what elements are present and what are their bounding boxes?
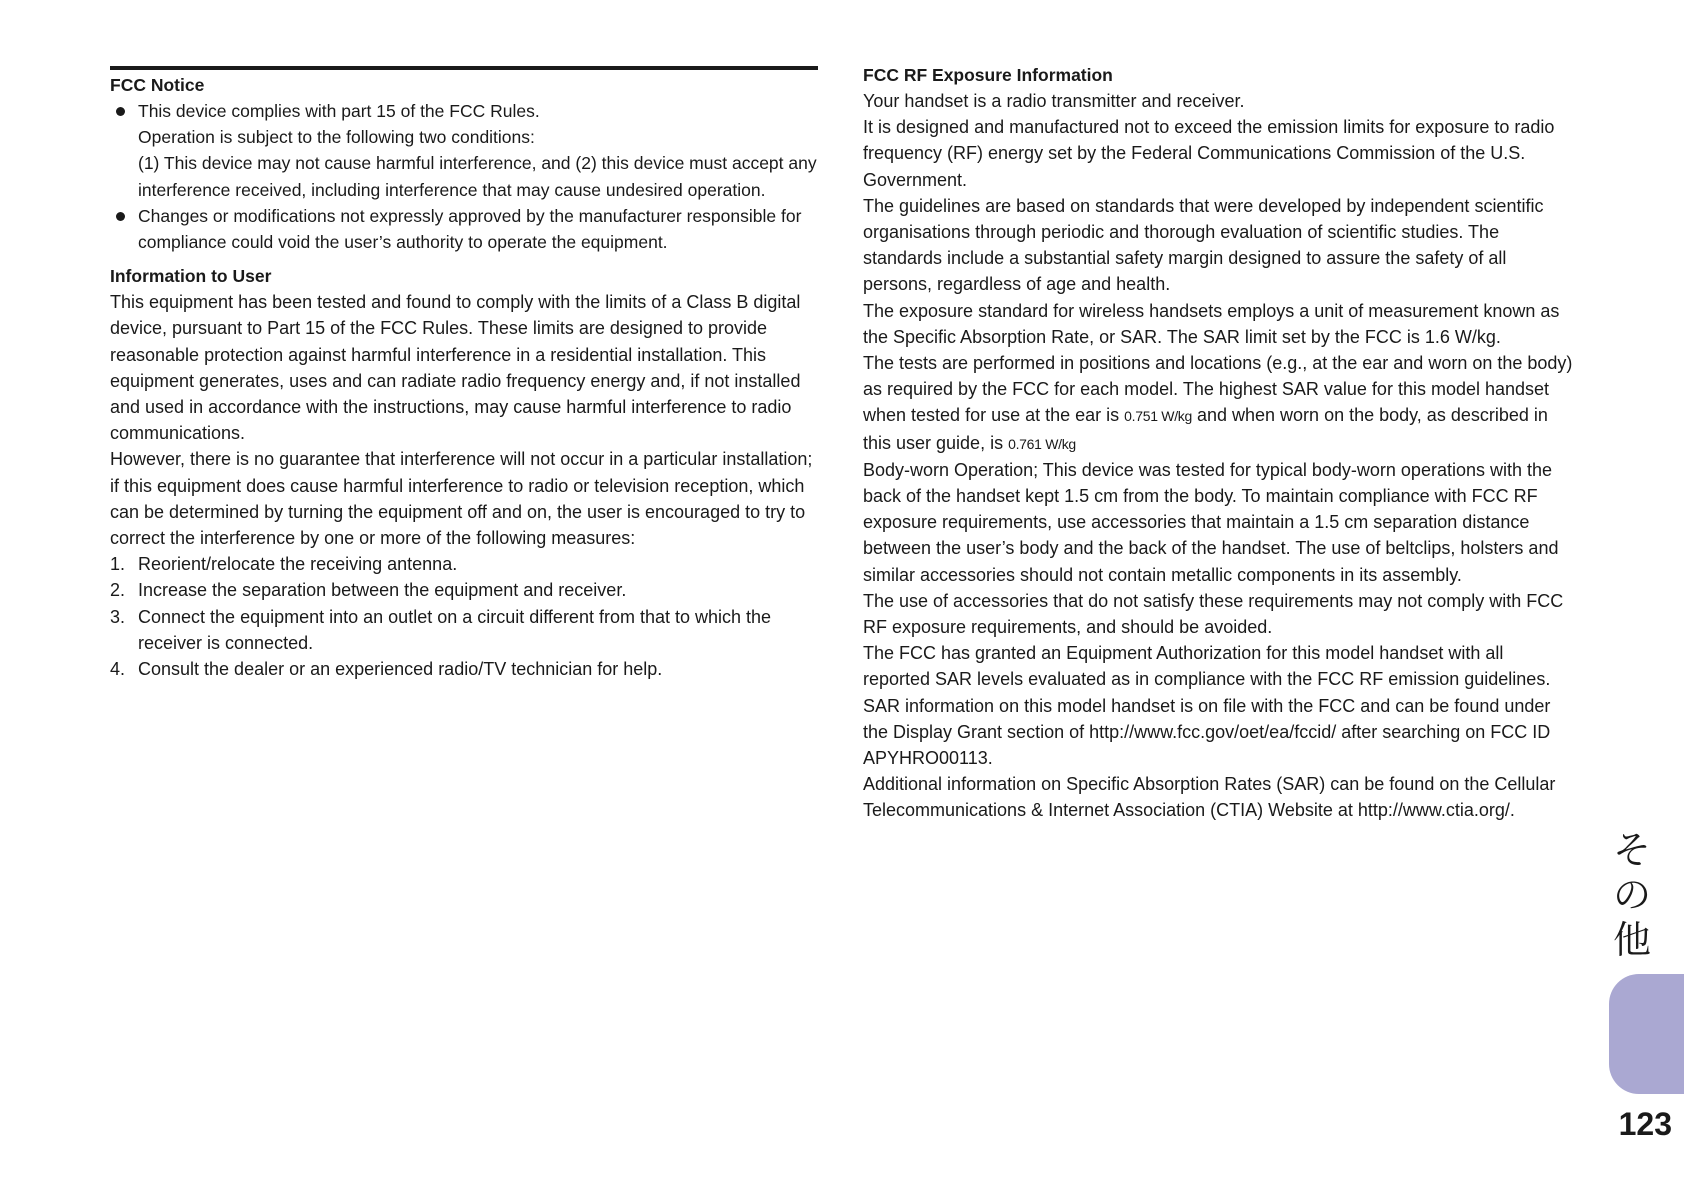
tab-char: の — [1612, 873, 1651, 917]
rf-paragraph: Additional information on Specific Absorption Rates (SAR) can be found on the Cellular Telecommunications & Internet Association (CTIA) Website at http://www.ctia.org/. — [863, 774, 1556, 821]
measures-list — [110, 551, 818, 682]
fcc-notice-section — [110, 72, 818, 255]
sar-ear-value: 0.751 W/kg — [1124, 408, 1192, 425]
fcc-notice-heading: FCC Notice — [110, 75, 205, 95]
section-tab-marker — [1609, 974, 1684, 1094]
fcc-notice-list — [110, 98, 818, 255]
info-to-user-section — [110, 263, 818, 682]
rf-paragraph: It is designed and manufactured not to exceed the emission limits for exposure to radio frequency (RF) energy set by the Federal Communications Commission of the U.S. Government. — [863, 117, 1555, 190]
list-number: 4. — [110, 659, 126, 680]
notice-line: Operation is subject to the following two conditions: — [138, 127, 535, 148]
list-item — [110, 577, 818, 603]
bullet-icon — [116, 212, 125, 221]
list-item — [110, 203, 818, 255]
bullet-icon — [116, 107, 125, 116]
top-rule-divider — [110, 66, 818, 70]
list-item — [110, 98, 818, 203]
info-to-user-heading: Information to User — [110, 266, 272, 287]
list-number: 1. — [110, 554, 126, 575]
rf-paragraph: The FCC has granted an Equipment Authorization for this model handset with all reported SAR levels evaluated as in compliance with the FCC RF emission guidelines. SAR information on this model handset is on file with the FCC and can be found under the Display Grant section of http://www.fcc.gov/oet/ea/fccid/ after searching on FCC ID APYHRO00113. — [863, 643, 1551, 769]
tab-char: そ — [1612, 828, 1651, 872]
rf-paragraph: The guidelines are based on standards that were developed by independent scientific organisations through periodic and thorough evaluation of scientific studies. The standards include a substantial safety margin designed to assure the safety of all persons, regardless of age and health. — [863, 195, 1544, 295]
info-paragraph: This equipment has been tested and found to comply with the limits of a Class B digital device, pursuant to Part 15 of the FCC Rules. These limits are designed to provide reasonable protection against harmful interference in a residential installation. This equipment generates, uses and can radiate radio frequency energy and, if not installed and used in accordance with the instructions, may cause harmful interference to radio communications. — [110, 292, 801, 444]
tab-char: 他 — [1612, 918, 1651, 962]
rf-exposure-section — [863, 62, 1573, 824]
list-item — [110, 604, 818, 656]
rf-exposure-heading: FCC RF Exposure Information — [863, 65, 1113, 85]
list-item — [110, 551, 818, 577]
measure-text: Increase the separation between the equipment and receiver. — [138, 580, 627, 601]
notice-line: Changes or modifications not expressly approved by the manufacturer responsible for compliance could void the user’s authority to operate the equipment. — [138, 205, 802, 253]
page-number: 123 — [1618, 1106, 1672, 1142]
list-number: 2. — [110, 580, 126, 601]
sar-body-value: 0.761 W/kg — [1008, 435, 1076, 452]
rf-paragraph: Your handset is a radio transmitter and receiver. — [863, 91, 1245, 111]
rf-paragraph: The use of accessories that do not satisfy these requirements may not comply with FCC RF exposure requirements, and should be avoided. — [863, 590, 1564, 638]
right-column — [863, 62, 1573, 824]
info-paragraph: However, there is no guarantee that interference will not occur in a particular installation; if this equipment does cause harmful interference to radio or television reception, which can be determined by turning the equipment off and on, the user is encouraged to try to correct the interference by one or more of the following measures: — [110, 449, 813, 549]
sar-text: The tests are performed in positions and locations (e.g., at the ear and worn on the body) as required by the FCC for each model. The highest SAR value for this model handset when tested for use at the ear is — [863, 353, 1573, 426]
sar-text: and when worn on the body, as described in this user guide, is — [863, 405, 1548, 453]
measure-text: Consult the dealer or an experienced radio/TV technician for help. — [138, 659, 663, 680]
measure-text: Reorient/relocate the receiving antenna. — [138, 554, 458, 575]
notice-line: (1) This device may not cause harmful interference, and (2) this device must accept any interference received, including interference that may cause undesired operation. — [138, 153, 817, 200]
left-column — [110, 66, 818, 682]
rf-paragraph: The exposure standard for wireless handsets employs a unit of measurement known as the Specific Absorption Rate, or SAR. The SAR limit set by the FCC is 1.6 W/kg. — [863, 300, 1560, 347]
rf-paragraph-sar — [863, 350, 1573, 457]
section-tab-label — [1610, 828, 1654, 963]
list-number: 3. — [110, 606, 126, 627]
notice-line: This device complies with part 15 of the FCC Rules. — [138, 101, 540, 121]
rf-paragraph: Body-worn Operation; This device was tested for typical body-worn operations with the back of the handset kept 1.5 cm from the body. To maintain compliance with FCC RF exposure requirements, use accessories that maintain a 1.5 cm separation distance between the user’s body and the back of the handset. The use of beltclips, holsters and similar accessories should not contain metallic components in its assembly. — [863, 459, 1559, 585]
list-item — [110, 656, 818, 682]
measure-text: Connect the equipment into an outlet on a circuit different from that to which the receiver is connected. — [138, 606, 772, 653]
